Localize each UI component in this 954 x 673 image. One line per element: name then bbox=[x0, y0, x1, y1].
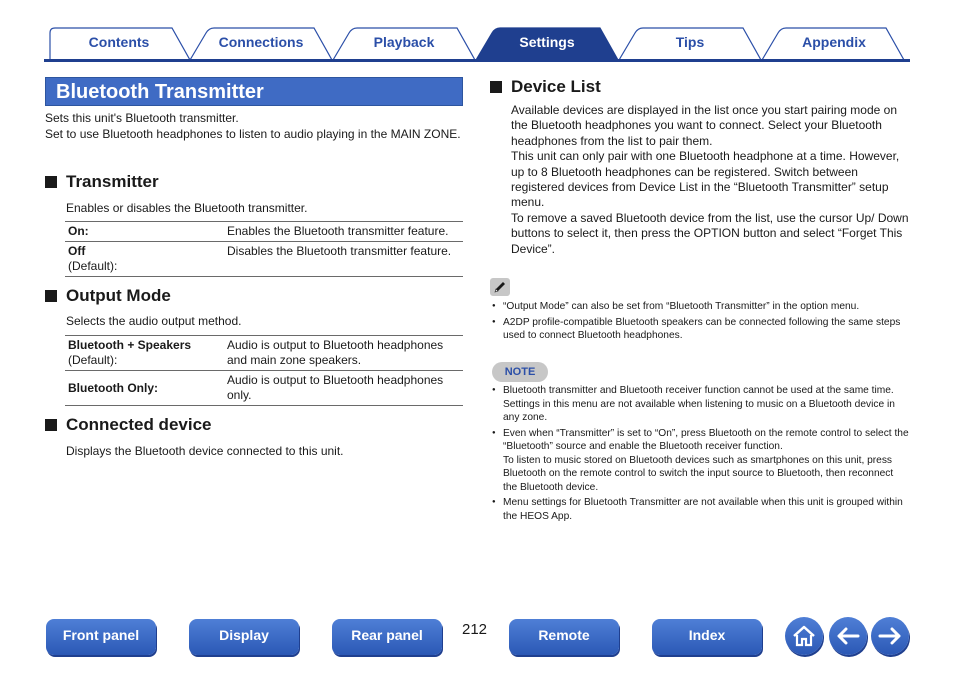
back-button[interactable] bbox=[829, 617, 867, 655]
option-value: Enables the Bluetooth transmitter feature. bbox=[224, 222, 463, 242]
option-key-text: Bluetooth + Speakers bbox=[68, 338, 192, 352]
connected-device-heading bbox=[45, 415, 212, 435]
square-bullet-icon bbox=[45, 419, 57, 431]
front-panel-button[interactable]: Front panel bbox=[46, 619, 156, 655]
output-mode-table bbox=[65, 335, 463, 406]
page-title-bar bbox=[45, 77, 463, 106]
list-item: ● “Output Mode” can also be set from “Bluetooth Transmitter” in the option menu. bbox=[492, 300, 910, 314]
option-key bbox=[65, 242, 224, 277]
list-item: ● Even when “Transmitter” is set to “On”, press Bluetooth on the remote control to select the “Bluetooth” source and enable the Bluetooth receiver function. bbox=[492, 427, 910, 454]
transmitter-table bbox=[65, 221, 463, 277]
table-row bbox=[65, 222, 463, 242]
forward-button[interactable] bbox=[871, 617, 909, 655]
option-key-text: On: bbox=[68, 224, 89, 238]
tab-underline bbox=[44, 59, 910, 62]
tab-tips[interactable] bbox=[615, 27, 765, 60]
tab-label: Connections bbox=[218, 34, 304, 50]
remote-button[interactable]: Remote bbox=[509, 619, 619, 655]
section-heading: Device List bbox=[511, 77, 601, 96]
tab-contents[interactable] bbox=[44, 27, 194, 60]
note-list bbox=[492, 384, 910, 525]
memo-list bbox=[492, 300, 910, 345]
tab-label: Settings bbox=[519, 34, 575, 50]
square-bullet-icon bbox=[490, 81, 502, 93]
section-heading: Output Mode bbox=[66, 286, 171, 305]
option-key bbox=[65, 336, 224, 371]
tab-connections[interactable] bbox=[186, 27, 336, 60]
option-key bbox=[65, 222, 224, 242]
index-button[interactable]: Index bbox=[652, 619, 762, 655]
section-heading: Transmitter bbox=[66, 172, 159, 191]
pencil-icon bbox=[490, 278, 510, 296]
list-item: ● Bluetooth transmitter and Bluetooth receiver function cannot be used at the same time. Settings in this menu are not available when listening to music on a Bluetooth device in any zone. bbox=[492, 384, 910, 425]
option-key-text: Bluetooth Only: bbox=[68, 380, 158, 395]
tab-label: Playback bbox=[373, 34, 435, 50]
intro-line: Sets this unit's Bluetooth transmitter. bbox=[45, 111, 239, 125]
list-item: ● Menu settings for Bluetooth Transmitter are not available when this unit is grouped within the HEOS App. bbox=[492, 496, 910, 523]
option-key-sub: (Default): bbox=[68, 259, 118, 273]
output-mode-desc: Selects the audio output method. bbox=[66, 314, 242, 328]
table-row bbox=[65, 336, 463, 371]
tab-appendix[interactable] bbox=[758, 27, 910, 60]
tab-label: Tips bbox=[675, 34, 705, 50]
device-list-heading bbox=[490, 77, 601, 97]
list-item-continuation: To listen to music stored on Bluetooth devices such as smartphones on this unit, press Bluetooth on the remote control to switch the input source to Bluetooth, then reconnect the Bluetooth device. bbox=[503, 454, 894, 493]
paragraph: To remove a saved Bluetooth device from the list, use the cursor Up/ Down buttons to select it, then press the OPTION button and select “Forget This Device”. bbox=[511, 210, 909, 256]
transmitter-desc: Enables or disables the Bluetooth transmitter. bbox=[66, 201, 308, 215]
tab-label: Contents bbox=[88, 34, 150, 50]
option-value: Audio is output to Bluetooth headphones only. bbox=[224, 371, 463, 406]
option-value: Disables the Bluetooth transmitter feature. bbox=[224, 242, 463, 277]
tab-label: Appendix bbox=[802, 34, 866, 50]
pencil-glyph bbox=[490, 278, 510, 296]
square-bullet-icon bbox=[45, 176, 57, 188]
page-number: 212 bbox=[462, 621, 488, 638]
device-list-text bbox=[511, 103, 911, 257]
output-mode-heading bbox=[45, 286, 171, 306]
transmitter-heading bbox=[45, 172, 159, 192]
paragraph: This unit can only pair with one Bluetooth headphone at a time. However, up to 8 Bluetooth headphones can be registered. Switch between registered devices from Device List in the “Bluetooth Transmitter” setup menu. bbox=[511, 149, 900, 210]
home-icon bbox=[785, 617, 823, 655]
intro-text bbox=[45, 110, 465, 142]
arrow-left-icon bbox=[829, 617, 867, 655]
intro-line: Set to use Bluetooth headphones to listen to audio playing in the MAIN ZONE. bbox=[45, 127, 461, 141]
home-button[interactable] bbox=[785, 617, 823, 655]
table-row bbox=[65, 371, 463, 406]
option-key-sub: (Default): bbox=[68, 353, 118, 367]
list-item: ● A2DP profile-compatible Bluetooth speakers can be connected following the same steps used to connect Bluetooth headphones. bbox=[492, 316, 910, 343]
tab-settings[interactable] bbox=[472, 27, 622, 60]
rear-panel-button[interactable]: Rear panel bbox=[332, 619, 442, 655]
page-title: Bluetooth Transmitter bbox=[56, 81, 264, 103]
arrow-right-icon bbox=[871, 617, 909, 655]
square-bullet-icon bbox=[45, 290, 57, 302]
paragraph: Available devices are displayed in the list once you start pairing mode on the Bluetooth headphones you want to connect. Select your Bluetooth headphones from the list to pair them. bbox=[511, 103, 898, 148]
display-button[interactable]: Display bbox=[189, 619, 299, 655]
connected-device-desc: Displays the Bluetooth device connected to this unit. bbox=[66, 444, 344, 458]
chapter-tabs bbox=[44, 27, 910, 63]
table-row bbox=[65, 242, 463, 277]
note-badge: NOTE bbox=[492, 362, 548, 382]
tab-playback[interactable] bbox=[329, 27, 479, 60]
option-key-text: Off bbox=[68, 244, 86, 258]
option-value: Audio is output to Bluetooth headphones and main zone speakers. bbox=[224, 336, 463, 371]
section-heading: Connected device bbox=[66, 415, 212, 434]
option-key bbox=[65, 371, 224, 406]
